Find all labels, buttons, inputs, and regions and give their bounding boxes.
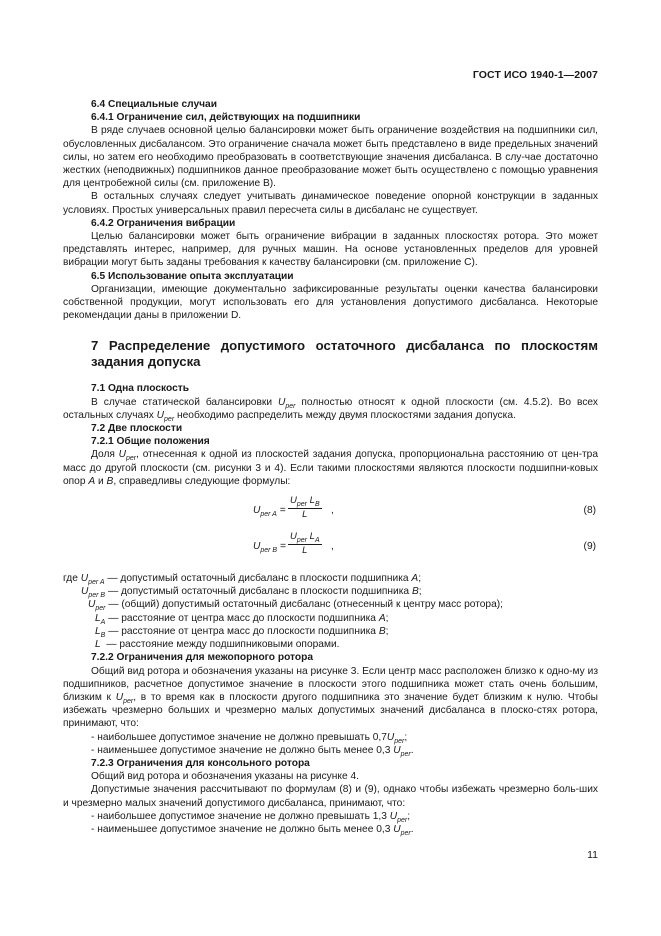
- paragraph: Организации, имеющие документально зафиксированные результаты оценки качества балансировки собственной продукции, могут использовать его для установления допустимого дисбаланса. Некоторые рекомендации даны в приложении D.: [63, 283, 598, 322]
- list-item: - наибольшее допустимое значение не должно превышать $0,7U_{per}$;: [91, 731, 408, 745]
- paragraph: Общий вид ротора и обозначения указаны на рисунке 3. Если центр масс расположен близко к одно-му из подшипников, расчетное допустимое значение в плоскости этого подшипника может стать очень большим, близким к $U_{per}$, в то время как в плоскости другого подшипника это значение будет близким к нулю. Чтобы избежать чрезмерно больших и чрезмерно малых допустимых значений дисбаланса в плоско-стях ротора, принимают, что:: [63, 665, 599, 730]
- document-header: ГОСТ ИСО 1940-1—2007: [472, 69, 598, 81]
- page-number: 11: [587, 849, 598, 861]
- formula-9-number: (9): [583, 541, 596, 553]
- section-7-2-2-heading: 7.2.2 Ограничения для межопорного ротора: [91, 652, 313, 664]
- definition-row: $L_A$ — расстояние от центра масс до плоскости подшипника A;: [95, 612, 389, 626]
- section-7-heading: 7 Распределение допустимого остаточного дисбаланса по плоскостям задания допуска: [91, 338, 598, 370]
- paragraph: В остальных случаях следует учитывать динамическое поведение опорной конструкции в заданных условиях. Простых универсальных правил пересчета силы в дисбаланс не существует.: [63, 191, 598, 216]
- section-7-1-heading: 7.1 Одна плоскость: [91, 383, 189, 395]
- formula-8: $U_{per A}$ = $U_{per}$ $L_B$ L , (8): [253, 495, 596, 521]
- definition-row: L — расстояние между подшипниковыми опорами.: [95, 639, 340, 651]
- paragraph: В случае статической балансировки $U_{per}$ полностью относят к одной плоскости (см. 4.5.2). Во всех остальных случаях $U_{per}$ необходимо распределить между двумя плоскостями задания допуска.: [63, 396, 598, 423]
- definition-row: $L_B$ — расстояние от центра масс до плоскости подшипника B;: [95, 625, 389, 639]
- definition-row: где $U_{per A}$ — допустимый остаточный дисбаланс в плоскости подшипника A;: [63, 573, 422, 587]
- formula-8-number: (8): [583, 505, 596, 517]
- paragraph: Общий вид ротора и обозначения указаны на рисунке 4.: [91, 771, 359, 783]
- section-7-2-1-heading: 7.2.1 Общие положения: [91, 436, 210, 448]
- section-6-4-1-heading: 6.4.1 Ограничение сил, действующих на подшипники: [91, 112, 361, 124]
- paragraph: Допустимые значения рассчитывают по формулам (8) и (9), однако чтобы избежать чрезмерно боль-ших и чрезмерно малых значений допустимого дисбаланса, принимают, что:: [63, 784, 598, 809]
- paragraph: Доля $U_{per}$, отнесенная к одной из плоскостей задания допуска, пропорциональна расстоянию от цен-тра масс до другой плоскости (см. рисунки 3 и 4). Если такими плоскостями являются плоскости подшипни-ковых опор A и B, справедливы следующие формулы:: [63, 449, 598, 487]
- section-6-4-2-heading: 6.4.2 Ограничения вибрации: [91, 217, 236, 229]
- section-7-2-3-heading: 7.2.3 Ограничения для консольного ротора: [91, 757, 310, 769]
- definition-row: $U_{per B}$ — допустимый остаточный дисбаланс в плоскости подшипника B;: [81, 586, 422, 600]
- section-6-4-heading: 6.4 Специальные случаи: [91, 99, 217, 110]
- paragraph: В ряде случаев основной целью балансировки может быть ограничение воздействия на подшипники сил, обусловленных дисбалансом. Это ограничение сначала может быть представлено в виде предельных значений силы, но затем его необходимо преобразовать в соответствующие значения дисбаланса. В слу-чае достаточно жестких (неподвижных) подшипников данное преобразование может быть осуществлено с помощью уравнения для центробежной силы (см. приложение В).: [63, 125, 598, 190]
- page-content: [63, 98, 598, 836]
- list-item: - наименьшее допустимое значение не должно быть менее 0,3 $U_{per}$.: [91, 744, 414, 758]
- list-item: - наименьшее допустимое значение не должно быть менее 0,3 $U_{per}$.: [91, 823, 414, 837]
- formula-9: $U_{per B}$ = $U_{per}$ $L_A$ L , (9): [253, 531, 596, 557]
- section-7-2-heading: 7.2 Две плоскости: [91, 423, 183, 435]
- definition-row: $U_{per}$ — (общий) допустимый остаточный дисбаланс (отнесенный к центру масс ротора);: [88, 599, 503, 613]
- section-6-5-heading: 6.5 Использование опыта эксплуатации: [91, 270, 294, 282]
- symbol-definitions: [63, 572, 598, 651]
- list-item: - наибольшее допустимое значение не должно превышать 1,3 $U_{per}$;: [91, 810, 411, 824]
- paragraph: Целью балансировки может быть ограничение вибрации в заданных плоскостях ротора. Это может представлять интерес, например, для ручных машин. На основе установленных пределов для уровней вибрации могут быть заданы требования к качеству балансировки (см. приложение С).: [63, 231, 598, 269]
